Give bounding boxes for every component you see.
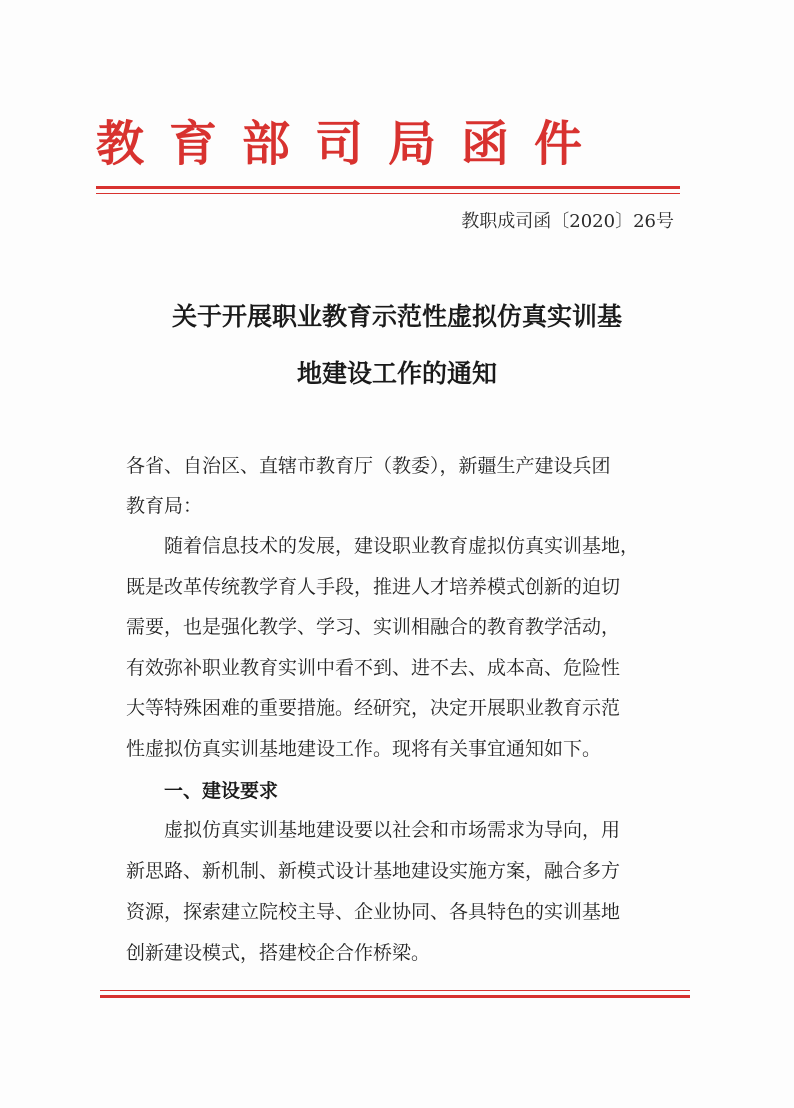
paragraph-line: 性虚拟仿真实训基地建设工作。现将有关事宜通知如下。 bbox=[126, 738, 602, 760]
paragraph-line: 既是改革传统教学育人手段，推进人才培养模式创新的迫切 bbox=[126, 576, 621, 598]
paragraph-line: 资源，探索建立院校主导、企业协同、各具特色的实训基地 bbox=[126, 901, 621, 923]
letterhead-title: 教育部司局函件 bbox=[96, 116, 608, 172]
paragraph-line: 有效弥补职业教育实训中看不到、进不去、成本高、危险性 bbox=[126, 657, 621, 679]
document-title-line-1: 关于开展职业教育示范性虚拟仿真实训基 bbox=[171, 302, 622, 331]
addressee-line-1: 各省、自治区、直辖市教育厅（教委），新疆生产建设兵团 bbox=[126, 455, 611, 477]
paragraph-line: 需要，也是强化教学、学习、实训相融合的教育教学活动， bbox=[126, 616, 621, 638]
addressee-line-2: 教育局： bbox=[126, 495, 203, 517]
paragraph-line: 新思路、新机制、新模式设计基地建设实施方案，融合多方 bbox=[126, 860, 621, 882]
footer-rule-thick bbox=[100, 995, 690, 998]
document-number: 教职成司函〔2020〕26号 bbox=[461, 211, 674, 232]
paragraph-line: 虚拟仿真实训基地建设要以社会和市场需求为导向，用 bbox=[164, 819, 621, 841]
letterhead-rule-thin bbox=[96, 193, 680, 194]
paragraph-line: 大等特殊困难的重要措施。经研究，决定开展职业教育示范 bbox=[126, 697, 621, 719]
footer-rule-thin bbox=[100, 990, 690, 991]
document-title-line-2: 地建设工作的通知 bbox=[296, 359, 497, 388]
section-heading: 一、建设要求 bbox=[164, 780, 279, 802]
paragraph-line: 创新建设模式，搭建校企合作桥梁。 bbox=[126, 942, 431, 964]
letterhead-rule-thick bbox=[96, 186, 680, 189]
paragraph-line: 随着信息技术的发展，建设职业教育虚拟仿真实训基地， bbox=[164, 535, 640, 557]
